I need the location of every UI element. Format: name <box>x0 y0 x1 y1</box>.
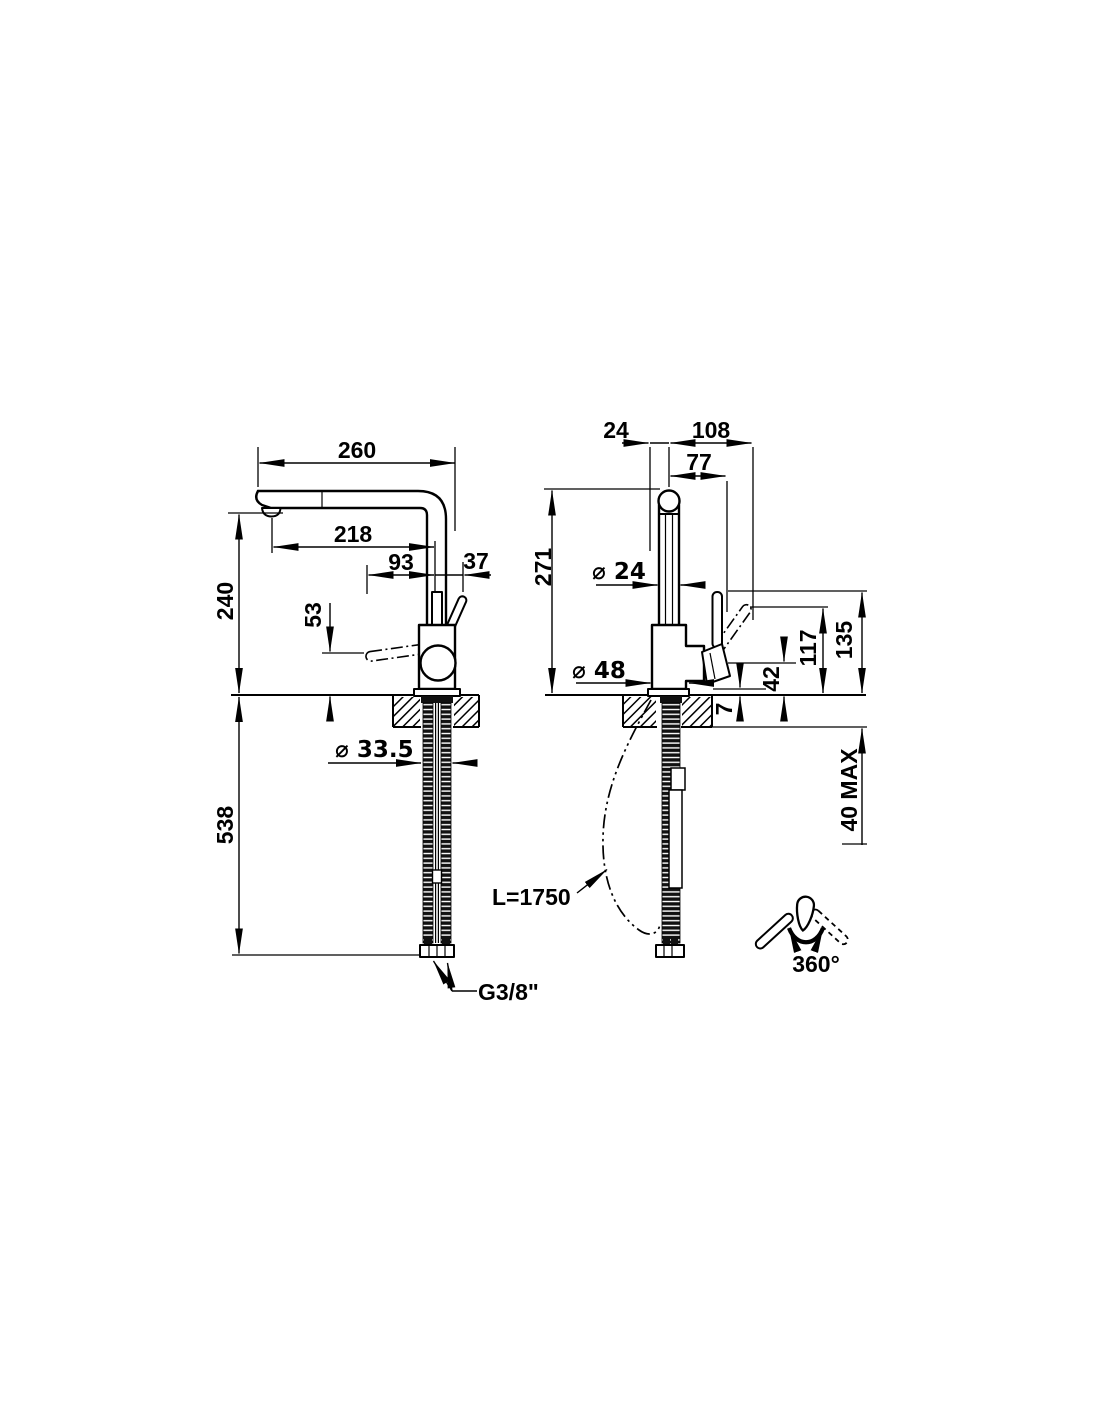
supply-shank-side <box>420 696 454 957</box>
pullout-hose-loop <box>603 700 660 934</box>
faucet-front <box>648 491 753 697</box>
rotation-arrow <box>789 928 823 942</box>
dim-lever-clearance: 53 <box>300 602 326 628</box>
dim-lever-bottom-height: 42 <box>758 666 784 692</box>
label-hose-length: L=1750 <box>492 884 571 910</box>
dim-shank-diameter: ⌀ 33.5 <box>335 737 414 763</box>
dim-lever-left: 93 <box>388 549 414 575</box>
lever-stem <box>432 592 442 625</box>
dim-spout-projection: 218 <box>333 521 373 547</box>
dim-lever-right: 37 <box>463 548 489 574</box>
base-flange-side <box>414 689 460 696</box>
front-view <box>492 417 867 957</box>
base-flange-front <box>648 689 689 696</box>
dim-height-above-deck: 240 <box>212 581 238 621</box>
dim-lever-up-height: 135 <box>831 620 857 660</box>
dim-spout-top-height: 271 <box>530 547 556 587</box>
spout-cap <box>659 491 680 512</box>
body-sphere <box>421 646 456 681</box>
label-swivel-angle: 360° <box>792 951 840 977</box>
dim-depth-below-deck: 538 <box>212 805 238 845</box>
side-view <box>212 437 539 1005</box>
swivel-icon <box>754 896 850 977</box>
dimensions-side <box>212 437 539 1005</box>
dim-baseplate-height: 7 <box>711 702 737 716</box>
dim-lever-offset: 77 <box>686 449 712 475</box>
dim-max-deck-thickness: 40 MAX <box>836 748 862 832</box>
dim-spout-reach: 260 <box>337 437 377 463</box>
supply-shank-front <box>603 696 685 957</box>
dim-base-diameter: ⌀ 48 <box>572 658 626 684</box>
dim-body-offset: 24 <box>603 417 629 443</box>
aerator-dome <box>262 508 281 517</box>
dim-lever-max-offset: 108 <box>691 417 731 443</box>
body-front <box>652 625 704 689</box>
dim-column-diameter: ⌀ 24 <box>592 559 646 585</box>
dim-lever-tilt-height: 117 <box>795 629 821 667</box>
handle-cone <box>702 644 730 684</box>
label-supply-thread: G3/8" <box>478 979 539 1005</box>
swivel-knob <box>795 896 815 931</box>
countertop-front <box>545 695 867 727</box>
lever-solid-front <box>713 592 723 648</box>
